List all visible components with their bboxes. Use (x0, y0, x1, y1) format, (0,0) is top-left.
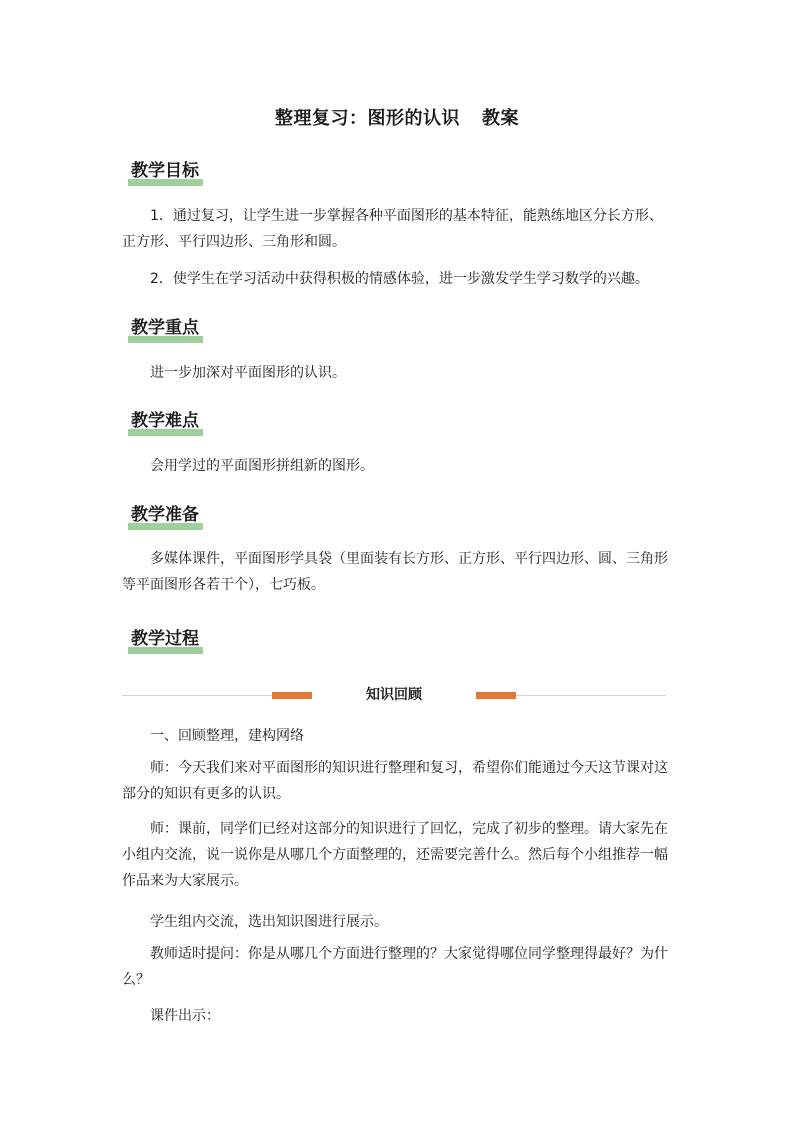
objective-item-2: 2．使学生在学习活动中获得积极的情感体验，进一步激发学生学习数学的兴趣。 (150, 271, 649, 287)
process-paragraph: 课件出示： (150, 1008, 220, 1024)
heading-preparation: 教学准备 (128, 504, 203, 530)
process-paragraph: 师：课前，同学们已经对这部分的知识进行了回忆，完成了初步的整理。请大家先在小组内交流，说一说你是从哪几个方面整理的，还需要完善什么。然后每个小组推荐一幅作品来为大家展示。 (122, 821, 668, 889)
document-title (0, 104, 794, 130)
divider-label: 知识回顾 (366, 687, 422, 703)
heading-key-points: 教学重点 (128, 317, 203, 343)
key-points-text: 进一步加深对平面图形的认识。 (150, 365, 346, 381)
heading-difficulties: 教学难点 (128, 410, 203, 436)
process-subheading: 一、回顾整理，建构网络 (150, 728, 304, 744)
divider-accent-right (476, 692, 516, 699)
title-main: 整理复习：图形的认识 (275, 108, 460, 129)
divider-line-right (516, 695, 666, 696)
heading-process: 教学过程 (128, 628, 203, 654)
difficulties-text: 会用学过的平面图形拼组新的图形。 (150, 458, 374, 474)
section-divider (122, 684, 666, 708)
heading-objectives: 教学目标 (128, 160, 203, 186)
objective-item-1: 1．通过复习，让学生进一步掌握各种平面图形的基本特征，能熟练地区分长方形、正方形、平行四边形、三角形和圆。 (122, 208, 663, 250)
title-suffix: 教案 (482, 108, 519, 129)
process-paragraph: 学生组内交流，选出知识图进行展示。 (150, 914, 388, 930)
preparation-text: 多媒体课件，平面图形学具袋（里面装有长方形、正方形、平行四边形、圆、三角形等平面图形各若干个），七巧板。 (122, 551, 668, 593)
process-paragraph: 师：今天我们来对平面图形的知识进行整理和复习，希望你们能通过今天这节课对这部分的知识有更多的认识。 (122, 760, 668, 802)
process-paragraph: 教师适时提问：你是从哪几个方面进行整理的？大家觉得哪位同学整理得最好？为什么？ (122, 946, 668, 988)
